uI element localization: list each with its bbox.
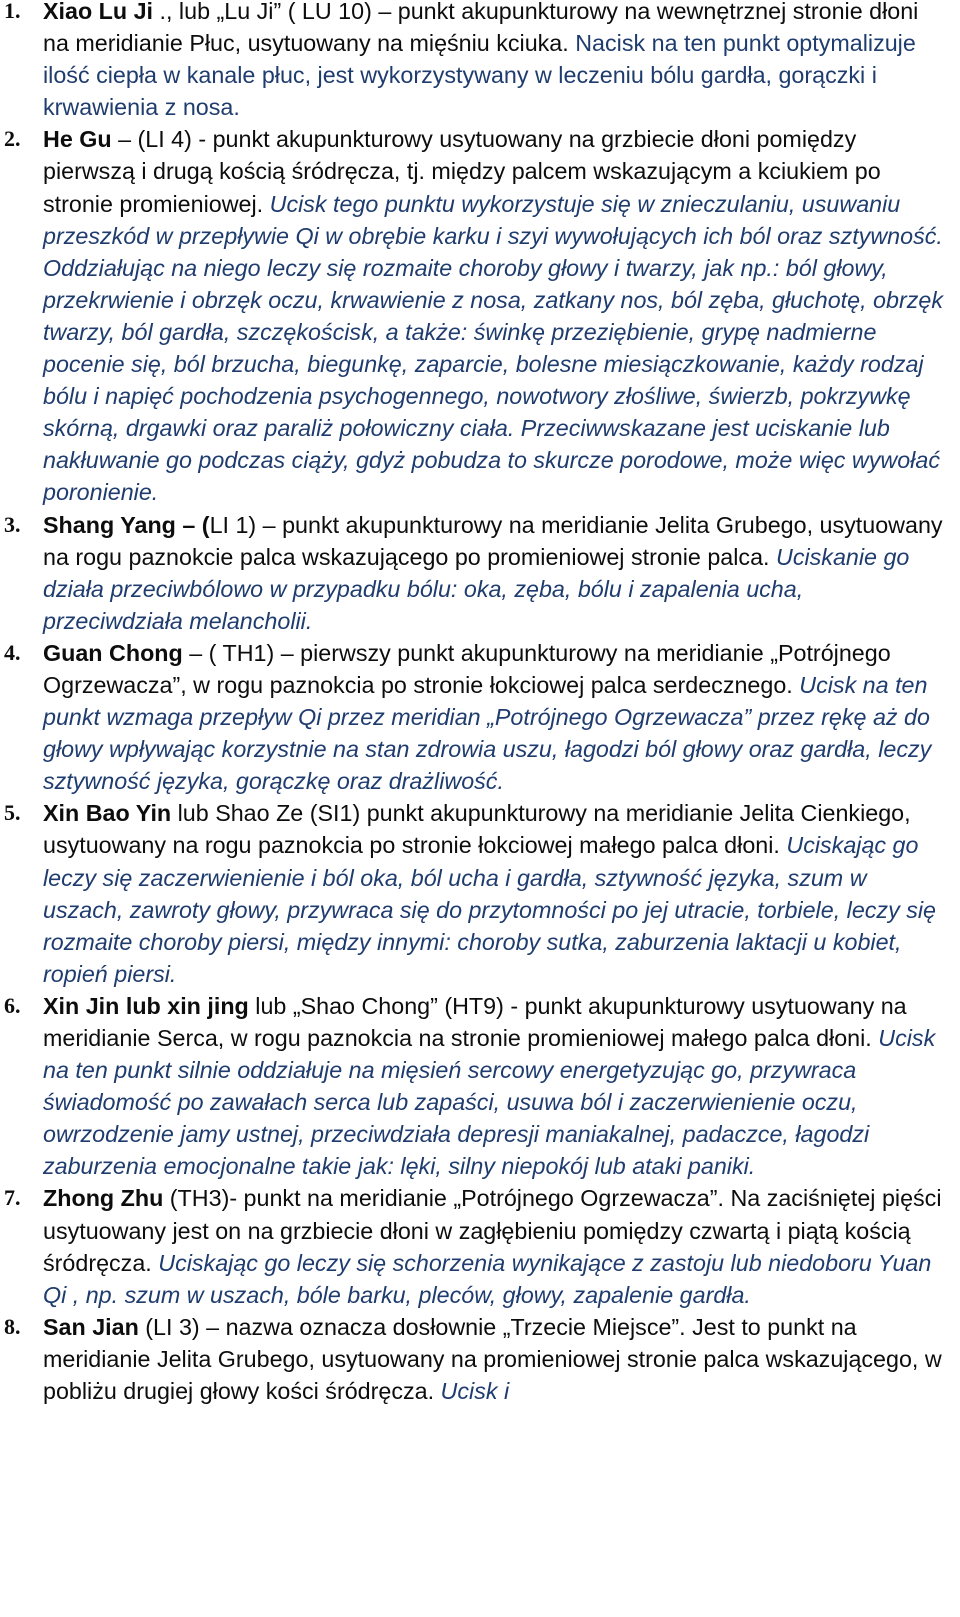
point-name: Xin Bao Yin xyxy=(43,800,172,827)
point-name: San Jian xyxy=(43,1313,139,1340)
point-item-1 xyxy=(0,0,960,123)
point-effect: Ucisk na ten punkt silnie oddziałuje na mięsień sercowy energetyzując go, przywraca świadomość po zawałach serca lub zapaści, usuwa ból i zaczerwienienie oczu, owrzodzenie jamy ustnej, przeciwdziała depresji maniakalnej, padaczce, łagodzi zaburzenia emocjonalne takie jak: lęki, silny niepokój lub ataki paniki. xyxy=(43,1025,936,1180)
point-name: Zhong Zhu xyxy=(43,1185,164,1212)
point-name: Xiao Lu Ji xyxy=(43,0,154,24)
point-location: – ( TH1) – pierwszy punkt akupunkturowy na meridianie „Potrójnego Ogrzewacza”, w rogu paznokcia po stronie łokciowej palca serdecznego. xyxy=(43,639,891,698)
point-item-6 xyxy=(0,990,960,1183)
point-name: Xin Jin lub xin jing xyxy=(43,992,249,1019)
point-item-7 xyxy=(0,1182,960,1310)
item-number: 5. xyxy=(4,800,21,826)
point-item-8 xyxy=(0,1311,960,1407)
item-number: 2. xyxy=(4,126,21,152)
item-number: 6. xyxy=(4,992,21,1018)
point-name: He Gu xyxy=(43,126,112,153)
point-location: (TH3)- punkt na meridianie „Potrójnego Ogrzewacza”. Na zaciśniętej pięści usytuowany jest on na grzbiecie dłoni w zagłębieniu pomiędzy czwartą i piątą kością śródręcza. xyxy=(43,1185,942,1276)
point-location: (LI 3) – nazwa oznacza dosłownie „Trzecie Miejsce”. Jest to punkt na meridianie Jelita Grubego, usytuowany na promieniowej stronie palca wskazującego, w pobliżu drugiej głowy kości śródręcza. xyxy=(43,1313,942,1405)
point-effect: Uciskając go leczy się schorzenia wynikające z zastoju lub niedoboru Yuan Qi , np. szum w uszach, bóle barku, pleców, głowy, zapalenie gardła. xyxy=(43,1249,932,1308)
point-effect: Nacisk na ten punkt optymalizuje ilość ciepła w kanale płuc, jest wykorzystywany w leczeniu bólu gardła, gorączki i krwawienia z nosa. xyxy=(43,30,916,121)
point-location: ., lub „Lu Ji” ( LU 10) – punkt akupunkturowy na wewnętrznej stronie dłoni na meridianie Płuc, usytuowany na mięśniu kciuka. xyxy=(43,0,919,57)
point-item-2 xyxy=(0,123,960,508)
point-location: lub Shao Ze (SI1) punkt akupunkturowy na meridianie Jelita Cienkiego, usytuowany na rogu paznokcia po stronie łokciowej małego palca dłoni. xyxy=(43,800,911,859)
point-location: – (LI 4) - punkt akupunkturowy usytuowany na grzbiecie dłoni pomiędzy pierwszą i drugą kością śródręcza, tj. między palcem wskazującym a kciukiem po stronie promieniowej. xyxy=(43,126,881,217)
point-effect: Uciskanie go działa przeciwbólowo w przypadku bólu: oka, zęba, bólu i zapalenia ucha, przeciwdziała melancholii. xyxy=(43,543,910,634)
point-name: Shang Yang – ( xyxy=(43,511,210,538)
point-effect: Ucisk i xyxy=(440,1378,510,1405)
point-item-4 xyxy=(0,637,960,797)
point-location: LI 1) – punkt akupunkturowy na meridianie Jelita Grubego, usytuowany na rogu paznokcie palca wskazującego po promieniowej stronie palca. xyxy=(43,511,943,570)
point-item-5 xyxy=(0,797,960,990)
point-location: lub „Shao Chong” (HT9) - punkt akupunkturowy usytuowany na meridianie Serca, w rogu paznokcia na stronie promieniowej małego palca dłoni. xyxy=(43,992,907,1051)
point-effect: Ucisk na ten punkt wzmaga przepływ Qi przez meridian „Potrójnego Ogrzewacza” przez rękę aż do głowy wpływając korzystnie na stan zdrowia uszu, łagodzi ból głowy oraz gardła, leczy sztywność języka, gorączkę oraz drażliwość. xyxy=(43,671,932,795)
item-number: 3. xyxy=(4,511,21,537)
point-item-3 xyxy=(0,509,960,637)
item-number: 8. xyxy=(4,1313,21,1339)
item-number: 7. xyxy=(4,1185,21,1211)
item-number: 1. xyxy=(4,0,21,23)
point-effect: Ucisk tego punktu wykorzystuje się w znieczulaniu, usuwaniu przeszkód w przepływie Qi w obrębie karku i szyi wywołujących ich ból oraz sztywność. Oddziałując na niego leczy się rozmaite choroby głowy i twarzy, jak np.: ból głowy, przekrwienie i obrzęk oczu, krwawienie z nosa, zatkany nos, ból zęba, głuchotę, obrzęk twarzy, ból gardła, szczękościsk, a także: świnkę przeziębienie, grypę nadmierne pocenie się, ból brzucha, biegunkę, zaparcie, bolesne miesiączkowanie, każdy rodzaj bólu i napięć pochodzenia psychogennego, nowotwory złośliwe, świerzb, pokrzywkę skórną, drgawki oraz paraliż połowiczny ciała. Przeciwwskazane jest uciskanie lub nakłuwanie go podczas ciąży, gdyż pobudza to skurcze porodowe, może więc wywołać poronienie. xyxy=(43,190,943,506)
item-number: 4. xyxy=(4,639,21,665)
point-effect: Uciskając go leczy się zaczerwienienie i ból oka, ból ucha i gardła, sztywność języka, szum w uszach, zawroty głowy, przywraca się do przytomności po jej utracie, torbiele, leczy się rozmaite choroby piersi, między innymi: choroby sutka, zaburzenia laktacji u kobiet, ropień piersi. xyxy=(43,832,936,987)
point-name: Guan Chong xyxy=(43,639,183,666)
